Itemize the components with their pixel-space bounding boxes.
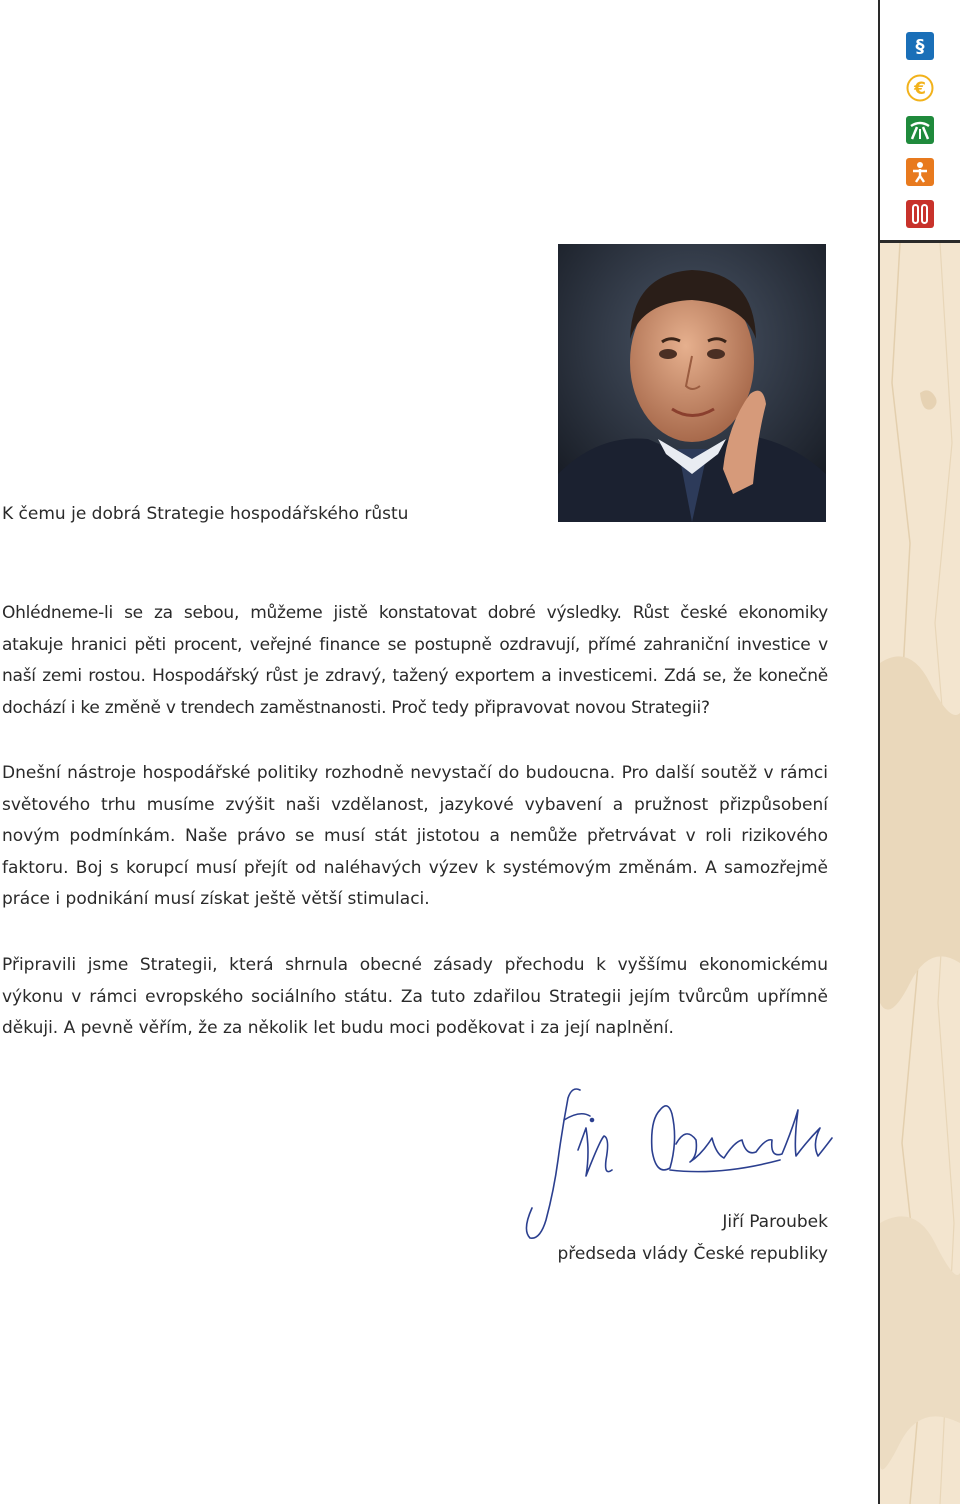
document-heading: K čemu je dobrá Strategie hospodářského růstu: [2, 504, 409, 524]
paragraph-1: Ohlédneme-li se za sebou, můžeme jistě konstatovat dobré výsledky. Růst české ekonomiky atakuje hranici pěti procent, veřejné finance se postupně ozdravují, přímé zahraniční investice v naší zemi rostou. Hospodářský růst je zdravý, tažený exportem a investicemi. Zdá se, že konečně dochází i ke změně v trendech zaměstnanosti. Proč tedy připravovat novou Strategii?: [2, 603, 828, 718]
paragraph-icon: §: [906, 32, 934, 60]
map-background: [880, 243, 960, 1504]
signatory-name: Jiří Paroubek: [722, 1212, 828, 1232]
motorway-icon: [906, 116, 934, 144]
test-tubes-icon: [906, 200, 934, 228]
svg-text:€: €: [914, 79, 926, 99]
paragraph-2: Dnešní nástroje hospodářské politiky rozhodně nevystačí do budoucna. Pro další soutěž v rámci světového trhu musíme zvýšit naši vzdělanost, jazykové vybavení a pružnost přizpůsobení novým podmínkám. Naše právo se musí stát jistotou a nemůže přetrvávat v roli rizikového faktoru. Boj s korupcí musí přejít od naléhavých výzev k systémovým změnám. A samozřejmě práce i podnikání musí získat ještě větší stimulaci.: [2, 763, 828, 909]
signatory-title: předseda vlády České republiky: [557, 1244, 828, 1264]
paragraph-3: Připravili jsme Strategii, která shrnula obecné zásady přechodu k vyššímu ekonomickému výkonu v rámci evropského sociálního státu. Za tuto zdařilou Strategii jejím tvůrcům upřímně děkuji. A pevně věřím, že za několik let budu moci poděkovat i za její naplnění.: [2, 955, 828, 1038]
portrait-photo: [558, 244, 826, 522]
chapter-icons: [880, 0, 960, 243]
euro-icon: [906, 74, 934, 102]
sidebar: [878, 0, 960, 1504]
person-icon: [906, 158, 934, 186]
